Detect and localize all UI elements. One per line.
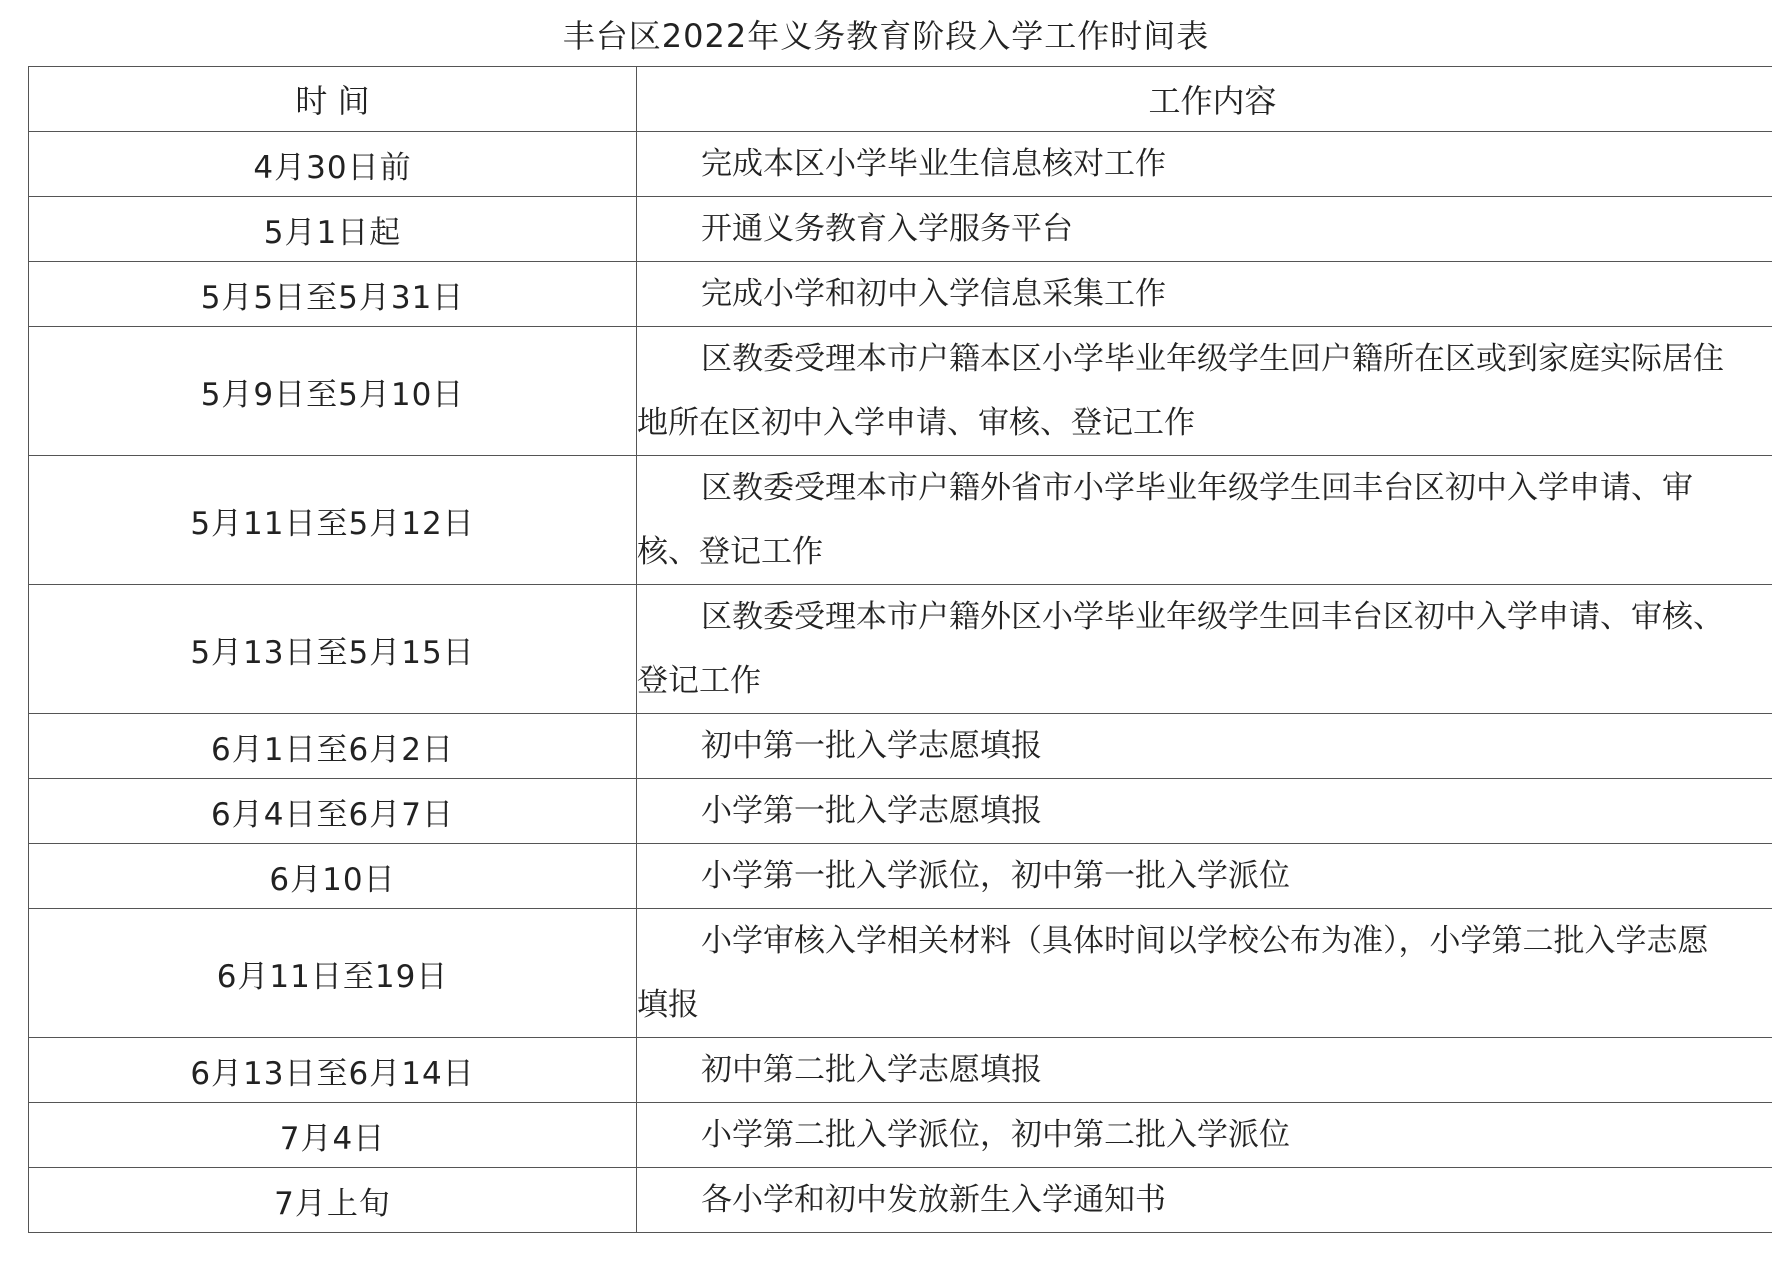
- table-row: [29, 909, 1772, 1038]
- work-content-cell: [637, 585, 1772, 714]
- work-content-cell: [637, 262, 1772, 327]
- time-cell: 4月30日前: [29, 132, 637, 197]
- work-content-line: 各小学和初中发放新生入学通知书: [701, 1182, 1166, 1218]
- work-content-line: 完成小学和初中入学信息采集工作: [701, 276, 1166, 312]
- time-cell: 6月4日至6月7日: [29, 779, 637, 844]
- work-content-line: 小学第一批入学志愿填报: [701, 793, 1042, 829]
- work-content-cell: [637, 1038, 1772, 1103]
- work-content-line: 地所在区初中入学申请、审核、登记工作: [637, 405, 1195, 441]
- work-content-cell: [637, 132, 1772, 197]
- work-content-cell: [637, 714, 1772, 779]
- work-content-line: 开通义务教育入学服务平台: [701, 211, 1073, 247]
- time-cell: 5月1日起: [29, 197, 637, 262]
- table-body: [29, 132, 1772, 1233]
- table-row: [29, 327, 1772, 456]
- table-row: [29, 456, 1772, 585]
- work-content-line: 区教委受理本市户籍外省市小学毕业年级学生回丰台区初中入学申请、审: [701, 470, 1693, 506]
- time-cell: 6月10日: [29, 844, 637, 909]
- work-content-line: 完成本区小学毕业生信息核对工作: [701, 146, 1166, 182]
- table-row: [29, 1168, 1772, 1233]
- page-title: 丰台区2022年义务教育阶段入学工作时间表: [562, 17, 1210, 55]
- work-content-line: 核、登记工作: [637, 534, 823, 570]
- work-content-cell: [637, 456, 1772, 585]
- work-content-line: 小学第二批入学派位，初中第二批入学派位: [701, 1117, 1290, 1153]
- header-work-content: 工作内容: [637, 67, 1772, 132]
- work-content-cell: [637, 1168, 1772, 1233]
- table-row: [29, 844, 1772, 909]
- time-cell: 7月4日: [29, 1103, 637, 1168]
- table-row: [29, 197, 1772, 262]
- table-row: [29, 714, 1772, 779]
- schedule-table: [28, 66, 1772, 1233]
- work-content-cell: [637, 844, 1772, 909]
- work-content-line: 初中第二批入学志愿填报: [701, 1052, 1042, 1088]
- table-row: [29, 132, 1772, 197]
- work-content-cell: [637, 779, 1772, 844]
- time-cell: 5月5日至5月31日: [29, 262, 637, 327]
- work-content-line: 填报: [637, 987, 699, 1023]
- time-cell: 5月13日至5月15日: [29, 585, 637, 714]
- time-cell: 5月11日至5月12日: [29, 456, 637, 585]
- time-cell: 6月11日至19日: [29, 909, 637, 1038]
- work-content-line: 小学审核入学相关材料（具体时间以学校公布为准），小学第二批入学志愿: [701, 923, 1709, 959]
- work-content-cell: [637, 909, 1772, 1038]
- work-content-cell: [637, 1103, 1772, 1168]
- time-cell: 6月1日至6月2日: [29, 714, 637, 779]
- header-time: 时 间: [29, 67, 637, 132]
- work-content-line: 区教委受理本市户籍本区小学毕业年级学生回户籍所在区或到家庭实际居住: [701, 341, 1724, 377]
- time-cell: 5月9日至5月10日: [29, 327, 637, 456]
- work-content-cell: [637, 327, 1772, 456]
- work-content-cell: [637, 197, 1772, 262]
- table-row: [29, 262, 1772, 327]
- work-content-line: 区教委受理本市户籍外区小学毕业年级学生回丰台区初中入学申请、审核、: [701, 599, 1724, 635]
- table-row: [29, 1103, 1772, 1168]
- work-content-line: 小学第一批入学派位，初中第一批入学派位: [701, 858, 1290, 894]
- table-row: [29, 779, 1772, 844]
- time-cell: 7月上旬: [29, 1168, 637, 1233]
- time-cell: 6月13日至6月14日: [29, 1038, 637, 1103]
- table-row: [29, 1038, 1772, 1103]
- work-content-line: 初中第一批入学志愿填报: [701, 728, 1042, 764]
- table-row: [29, 585, 1772, 714]
- table-header-row: [29, 67, 1772, 132]
- schedule-table-container: [28, 66, 1772, 1233]
- work-content-line: 登记工作: [637, 663, 761, 699]
